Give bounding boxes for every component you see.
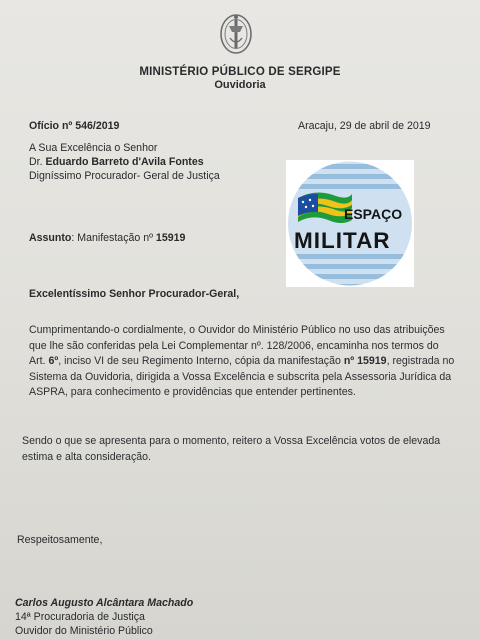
paragraph1-line3 bbox=[29, 354, 469, 370]
body-paragraph-1 bbox=[29, 323, 469, 401]
paragraph2-line1: Sendo o que se apresenta para o momento, reitero a Vossa Excelência votos de elevada bbox=[22, 435, 441, 447]
signatory-name: Carlos Augusto Alcântara Machado bbox=[15, 597, 194, 609]
subject-line bbox=[29, 232, 185, 244]
recipient-line1: A Sua Excelência o Senhor bbox=[29, 142, 158, 154]
paragraph2-line2: estima e alta consideração. bbox=[22, 450, 151, 463]
art-label: Art. bbox=[29, 355, 49, 367]
logo-text-line2: MILITAR bbox=[294, 228, 391, 253]
recipient-role: Digníssimo Procurador- Geral de Justiça bbox=[29, 170, 220, 182]
subject-label: Assunto bbox=[29, 232, 72, 244]
recipient-name-line bbox=[29, 156, 204, 168]
espaco-militar-logo-graphic bbox=[286, 160, 414, 287]
organization-name: MINISTÉRIO PÚBLICO DE SERGIPE bbox=[139, 66, 341, 78]
department-name: Ouvidoria bbox=[214, 79, 266, 91]
salutation: Excelentíssimo Senhor Procurador-Geral, bbox=[29, 288, 240, 300]
signatory-line3: Ouvidor do Ministério Público bbox=[15, 625, 153, 637]
manifest-number: nº 15919 bbox=[343, 355, 387, 367]
paragraph1-line1: Cumprimentando-o cordialmente, o Ouvidor do Ministério Público no uso das atribuições bbox=[29, 324, 445, 336]
coat-of-arms-seal bbox=[218, 12, 254, 56]
paragraph1-line4: Sistema da Ouvidoria, dirigida a Vossa Excelência e subscrita pela Assessoria Jurídica da bbox=[29, 370, 452, 383]
place-date: Aracaju, 29 de abril de 2019 bbox=[298, 120, 431, 132]
letterhead bbox=[0, 66, 480, 91]
espaco-militar-logo bbox=[286, 160, 414, 287]
recipient-name: Eduardo Barreto d'Avila Fontes bbox=[45, 156, 204, 168]
subject-text: : Manifestação nº bbox=[71, 232, 156, 244]
paragraph1-line5: ASPRA, para conhecimento e providências que entender pertinentes. bbox=[29, 386, 356, 398]
body-paragraph-2 bbox=[22, 434, 472, 465]
subject-number: 15919 bbox=[155, 232, 186, 244]
closing: Respeitosamente, bbox=[17, 534, 103, 546]
logo-text-line1: ESPAÇO bbox=[344, 206, 403, 222]
signatory-line2: 14ª Procuradoria de Justiça bbox=[15, 611, 145, 623]
office-reference: Ofício nº 546/2019 bbox=[29, 120, 120, 132]
paragraph1-line3-text: , inciso VI de seu Regimento Interno, cópia da manifestação bbox=[58, 355, 344, 367]
paragraph1-line2: que lhe são conferidas pela Lei Complementar nº. 128/2006, encaminha nos termos do bbox=[29, 339, 439, 352]
paragraph1-line3-end: , registrada no bbox=[386, 355, 455, 367]
recipient-title: Dr. bbox=[29, 156, 46, 168]
article-number: 6º bbox=[48, 355, 59, 367]
